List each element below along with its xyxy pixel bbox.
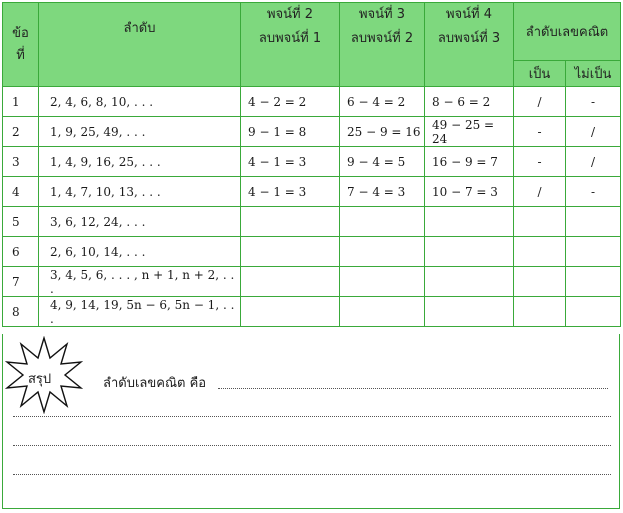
table-row <box>3 147 621 177</box>
row-is-mark[interactable] <box>514 267 566 297</box>
header-no <box>3 3 39 87</box>
row-diff1: 9 − 1 = 8 <box>241 117 340 147</box>
summary-box <box>2 334 620 509</box>
row-sequence: 1, 4, 9, 16, 25, . . . <box>39 147 241 177</box>
header-sequence <box>39 3 241 87</box>
header-not-label: ไม่เป็น <box>574 67 612 82</box>
row-number: 2 <box>3 117 39 147</box>
row-diff2[interactable] <box>340 297 425 327</box>
sequence-table <box>2 2 621 327</box>
row-sequence: 1, 4, 7, 10, 13, . . . <box>39 177 241 207</box>
table-row <box>3 297 621 327</box>
table-row <box>3 117 621 147</box>
row-number: 1 <box>3 87 39 117</box>
header-not <box>566 61 621 87</box>
table-row <box>3 87 621 117</box>
row-is-mark: - <box>514 147 566 177</box>
answer-line[interactable] <box>13 445 611 446</box>
row-diff3[interactable] <box>425 297 514 327</box>
row-diff2: 25 − 9 = 16 <box>340 117 425 147</box>
row-diff2: 7 − 4 = 3 <box>340 177 425 207</box>
worksheet <box>2 2 620 510</box>
header-arith <box>514 3 621 61</box>
header-no-label: ข้อที่ <box>12 25 29 63</box>
header-diff2-line2: ลบพจน์ที่ 2 <box>350 31 414 46</box>
row-diff3[interactable] <box>425 267 514 297</box>
row-not-mark[interactable] <box>566 267 621 297</box>
row-sequence: 3, 4, 5, 6, . . . , n + 1, n + 2, . . . <box>39 267 241 297</box>
row-diff1: 4 − 1 = 3 <box>241 177 340 207</box>
row-number: 5 <box>3 207 39 237</box>
row-number: 7 <box>3 267 39 297</box>
row-sequence: 1, 9, 25, 49, . . . <box>39 117 241 147</box>
row-is-mark: / <box>514 177 566 207</box>
row-diff2[interactable] <box>340 267 425 297</box>
row-is-mark[interactable] <box>514 297 566 327</box>
row-sequence: 4, 9, 14, 19, 5n − 6, 5n − 1, . . . <box>39 297 241 327</box>
table-row <box>3 267 621 297</box>
row-number: 8 <box>3 297 39 327</box>
row-not-mark[interactable] <box>566 237 621 267</box>
row-number: 6 <box>3 237 39 267</box>
row-is-mark[interactable] <box>514 207 566 237</box>
summary-title: ลำดับเลขคณิต คือ <box>103 376 207 391</box>
row-sequence: 2, 6, 10, 14, . . . <box>39 237 241 267</box>
row-diff3[interactable] <box>425 207 514 237</box>
row-diff3[interactable] <box>425 237 514 267</box>
row-diff3: 8 − 6 = 2 <box>425 87 514 117</box>
answer-line[interactable] <box>218 388 608 389</box>
row-not-mark: - <box>566 87 621 117</box>
row-is-mark: - <box>514 117 566 147</box>
header-diff3-line1: พจน์ที่ 4 <box>445 7 493 22</box>
row-number: 3 <box>3 147 39 177</box>
answer-line[interactable] <box>13 416 611 417</box>
row-sequence: 2, 4, 6, 8, 10, . . . <box>39 87 241 117</box>
row-not-mark[interactable] <box>566 207 621 237</box>
table-row <box>3 177 621 207</box>
header-arith-label: ลำดับเลขคณิต <box>525 25 609 40</box>
header-diff3-line2: ลบพจน์ที่ 3 <box>437 31 501 46</box>
header-sequence-label: ลำดับ <box>123 21 156 36</box>
header-is-label: เป็น <box>528 67 551 82</box>
row-is-mark[interactable] <box>514 237 566 267</box>
row-number: 4 <box>3 177 39 207</box>
row-diff1[interactable] <box>241 237 340 267</box>
row-diff3: 16 − 9 = 7 <box>425 147 514 177</box>
table-row <box>3 207 621 237</box>
row-diff3: 49 − 25 = 24 <box>425 117 514 147</box>
header-is <box>514 61 566 87</box>
header-diff2-line1: พจน์ที่ 3 <box>358 7 406 22</box>
row-diff1: 4 − 1 = 3 <box>241 147 340 177</box>
row-diff1: 4 − 2 = 2 <box>241 87 340 117</box>
row-diff1[interactable] <box>241 207 340 237</box>
row-diff1[interactable] <box>241 267 340 297</box>
row-not-mark: - <box>566 177 621 207</box>
header-diff1 <box>241 3 340 87</box>
row-diff1[interactable] <box>241 297 340 327</box>
row-diff2[interactable] <box>340 207 425 237</box>
answer-line[interactable] <box>13 474 611 475</box>
row-diff3: 10 − 7 = 3 <box>425 177 514 207</box>
row-is-mark: / <box>514 87 566 117</box>
table-row <box>3 237 621 267</box>
row-diff2: 6 − 4 = 2 <box>340 87 425 117</box>
row-diff2[interactable] <box>340 237 425 267</box>
header-diff1-line2: ลบพจน์ที่ 1 <box>258 31 322 46</box>
row-diff2: 9 − 4 = 5 <box>340 147 425 177</box>
row-sequence: 3, 6, 12, 24, . . . <box>39 207 241 237</box>
header-diff1-line1: พจน์ที่ 2 <box>266 7 314 22</box>
row-not-mark[interactable] <box>566 297 621 327</box>
header-diff3 <box>425 3 514 87</box>
row-not-mark: / <box>566 117 621 147</box>
summary-badge: สรุป <box>28 372 52 387</box>
header-diff2 <box>340 3 425 87</box>
row-not-mark: / <box>566 147 621 177</box>
